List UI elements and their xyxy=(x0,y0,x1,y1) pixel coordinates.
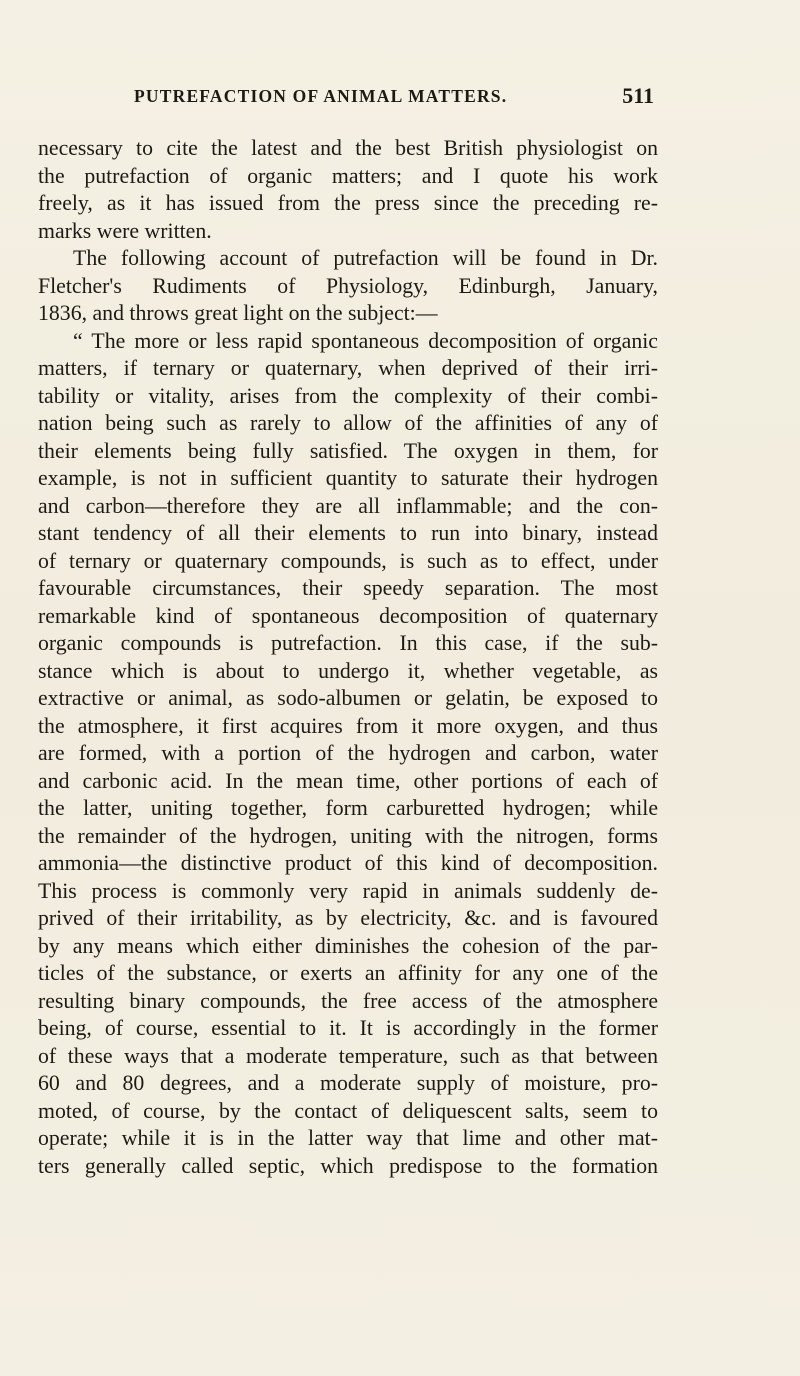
text-line: of ternary or quaternary compounds, is such as to effect, under xyxy=(38,548,658,573)
text-line: necessary to cite the latest and the best British physiologist on xyxy=(38,136,658,160)
running-title: PUTREFACTION OF ANIMAL MATTERS. xyxy=(134,86,508,106)
text-line: the atmosphere, it first acquires from it more oxygen, and thus xyxy=(38,713,658,738)
text-line: and carbon—therefore they are all inflammable; and the con- xyxy=(38,493,658,518)
text-line: tability or vitality, arises from the complexity of their combi- xyxy=(38,383,658,408)
text-line: marks were written. xyxy=(38,218,212,243)
text-line: resulting binary compounds, the free access of the atmosphere xyxy=(38,988,658,1013)
text-line: moted, of course, by the contact of deliquescent salts, seem to xyxy=(38,1098,658,1123)
text-line: ammonia—the distinctive product of this kind of decomposition. xyxy=(38,851,658,875)
text-line: organic compounds is putrefaction. In this case, if the sub- xyxy=(38,631,658,655)
text-line: example, is not in sufficient quantity to saturate their hydrogen xyxy=(38,466,658,490)
text-line: This process is commonly very rapid in animals suddenly de- xyxy=(38,878,658,903)
text-line: Fletcher's Rudiments of Physiology, Edinburgh, January, xyxy=(38,273,658,298)
text-line: prived of their irritability, as by electricity, &c. and is favoured xyxy=(38,906,658,930)
text-line: favourable circumstances, their speedy separation. The most xyxy=(38,576,658,600)
text-line: nation being such as rarely to allow of the affinities of any of xyxy=(38,411,658,435)
text-line: freely, as it has issued from the press since the preceding re- xyxy=(38,191,658,215)
text-line: stant tendency of all their elements to run into binary, instead xyxy=(38,521,658,545)
text-line: stance which is about to undergo it, whether vegetable, as xyxy=(38,658,658,683)
text-line: operate; while it is in the latter way that lime and other mat- xyxy=(38,1126,658,1150)
text-line: extractive or animal, as sodo-albumen or gelatin, be exposed to xyxy=(38,686,658,710)
text-line: and carbonic acid. In the mean time, other portions of each of xyxy=(38,768,658,793)
text-line: 60 and 80 degrees, and a moderate supply of moisture, pro- xyxy=(38,1071,658,1095)
text-line: ters generally called septic, which predispose to the formation xyxy=(38,1153,658,1178)
text-line: the latter, uniting together, form carburetted hydrogen; while xyxy=(38,796,658,820)
text-line: the remainder of the hydrogen, uniting with the nitrogen, forms xyxy=(38,823,658,848)
text-line: 1836, and throws great light on the subject:— xyxy=(38,301,438,325)
text-line: being, of course, essential to it. It is accordingly in the former xyxy=(38,1016,658,1040)
text-line: “ The more or less rapid spontaneous decomposition of organic xyxy=(73,328,658,353)
text-line: The following account of putrefaction will be found in Dr. xyxy=(73,246,658,270)
running-head xyxy=(134,83,654,110)
text-line: the putrefaction of organic matters; and I quote his work xyxy=(38,163,658,188)
text-line: remarkable kind of spontaneous decomposition of quaternary xyxy=(38,603,658,628)
text-line: their elements being fully satisfied. The oxygen in them, for xyxy=(38,438,658,463)
text-line: are formed, with a portion of the hydrogen and carbon, water xyxy=(38,741,658,765)
text-line: ticles of the substance, or exerts an affinity for any one of the xyxy=(38,961,658,985)
body-text xyxy=(38,135,658,1180)
text-line: by any means which either diminishes the cohesion of the par- xyxy=(38,933,658,958)
page-number: 511 xyxy=(622,83,654,108)
text-line: matters, if ternary or quaternary, when deprived of their irri- xyxy=(38,356,658,380)
text-line: of these ways that a moderate temperature, such as that between xyxy=(38,1043,658,1068)
